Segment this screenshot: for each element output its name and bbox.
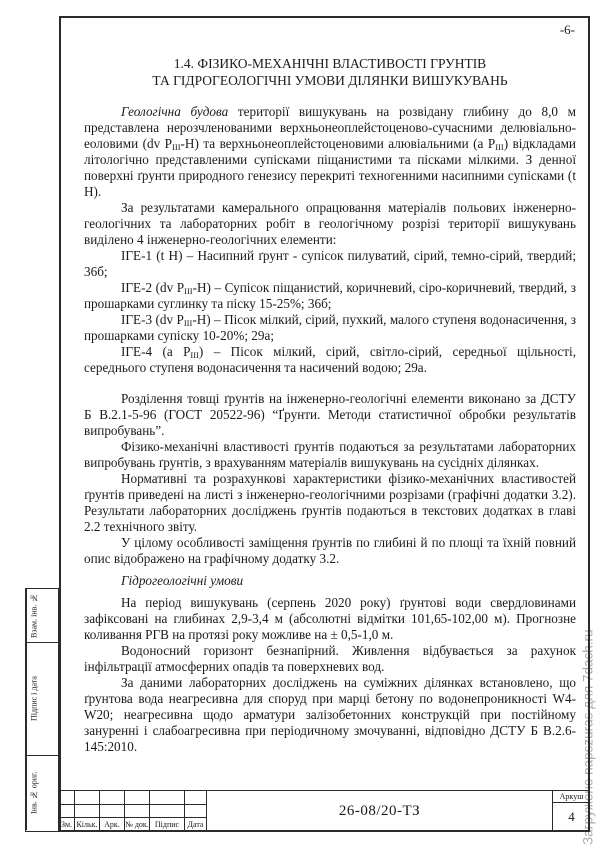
stamp-label-pidpys-data-text: Підпис і дата [29, 676, 39, 722]
paragraph: Водоносний горизонт безнапірний. Живлення відбувається за рахунок інфільтрації атмосферних опадів та поверхневих вод. [84, 643, 576, 674]
paragraph: Геологічна будова території вишукувань на розвідану глибину до 8,0 м представлена нерозчленованими верхньонеоплейстоценово-сучасними делювіально-еоловими (dv $P_{III}-H$) та верхньонеоплейстоценовими алювіальними (a $P_{III}$) відкладами літологічно представленими супісками піщанистими та пісками мілкими. З денної поверхні ґрунти природного генезису перекриті техногенними насипними супісками (t H). [84, 104, 576, 199]
document-number: 26-08/20-ТЗ [338, 803, 421, 819]
paragraph: Фізико-механічні властивості ґрунтів подаються за результатами лабораторних випробувань ґрунтів, з врахуванням матеріалів вишукувань на сусідніх ділянках. [84, 439, 576, 470]
stamp-cell-inv-oryg [41, 756, 58, 830]
section-title-line2: ТА ГІДРОГЕОЛОГІЧНІ УМОВИ ДІЛЯНКИ ВИШУКУВАНЬ [152, 73, 508, 88]
column-header-kilk: Кільк. [75, 817, 100, 832]
paragraph: Розділення товщі ґрунтів на інженерно-геологічні елементи виконано за ДСТУ Б В.2.1-5-96 (ГОСТ 20522-96) “Ґрунти. Методи статистичної обробки результатів випробувань”. [84, 391, 576, 438]
stamp-label-vzam-inv [26, 589, 41, 642]
revision-cell [125, 804, 150, 817]
revision-cell [150, 804, 185, 817]
paragraph: У цілому особливості заміщення ґрунтів по глибині й по площі та їхній повний опис відображено на графічному додатку 3.2. [84, 535, 576, 566]
title-block [59, 790, 590, 832]
stamp-cell-pidpys-data [41, 643, 58, 755]
stamp-label-vzam-inv-text: Взам. інв. № [29, 593, 39, 638]
column-header-ark: Арк. [100, 817, 125, 832]
stamp-label-inv-oryg-text: Інв. № ориг. [29, 771, 39, 815]
section-title-line1: 1.4. ФІЗИКО-МЕХАНІЧНІ ВЛАСТИВОСТІ ГРУНТІВ [173, 56, 487, 71]
title-block-revision-table [59, 791, 207, 832]
revision-cell [150, 791, 185, 804]
paragraph: ІГЕ-1 (t H) – Насипний ґрунт - супісок пилуватий, сірий, темно-сірий, твердий; 36б; [84, 248, 576, 279]
paragraph: За даними лабораторних досліджень на суміжних ділянках встановлено, що ґрунтова вода неагресивна для споруд при марці бетону по водонепроникності W4-W20; неагресивна щодо арматури залізобетонних конструкцій при постійному зануренні і слабоагресивна при періодичному змочуванні, відповідно ДСТУ Б В.2.6-145:2010. [84, 675, 576, 754]
paragraph: ІГЕ-3 (dv $P_{III}-H$) – Пісок мілкий, сірий, пухкий, малого ступеня водонасичення, з прошарками супіску 10-20%; 29а; [84, 312, 576, 343]
paragraph: На період вишукувань (серпень 2020 року) ґрунтові води свердловинами зафіксовані на глибинах 2,9-3,4 м (абсолютні відмітки 101,65-102,00 м). Прогнозне коливання РГВ на протязі року можливе на ± 0,5-1,0 м. [84, 595, 576, 642]
revision-cell [75, 804, 100, 817]
watermark-text: Загружено napszuras для 7dach.ru [580, 629, 596, 845]
sheet-label: Аркуш [553, 791, 590, 803]
body-text [84, 104, 576, 788]
sheet-number: 4 [568, 809, 575, 824]
column-header-pidpys: Підпис [150, 817, 185, 832]
paragraph: Нормативні та розрахункові характеристики фізико-механічних властивостей ґрунтів приведені на листі з інженерно-геологічними розрізами (графічні додатки 3.2). Результати лабораторних досліджень ґрунтів подаються в текстових додатках в главі 2.2 технічного звіту. [84, 471, 576, 534]
stamp-box-vzam-inv [26, 589, 58, 643]
revision-cell [59, 804, 75, 817]
revision-cell [185, 791, 207, 804]
stamp-box-inv-oryg [26, 756, 58, 830]
revision-cell [185, 804, 207, 817]
stamp-label-pidpys-data [26, 643, 41, 755]
page-content [84, 55, 576, 788]
revision-cell [59, 791, 75, 804]
section-title [84, 55, 576, 89]
stamp-label-inv-oryg [26, 756, 41, 830]
revision-cell [100, 804, 125, 817]
column-header-zm: Зм. [59, 817, 75, 832]
stamp-box-pidpys-data [26, 643, 58, 756]
page-number: -6- [559, 22, 575, 37]
sheet-box [552, 791, 590, 832]
column-header-data: Дата [185, 817, 207, 832]
section-subheading: Гідрогеологічні умови [121, 573, 244, 588]
side-stamp [25, 588, 59, 832]
paragraph: За результатами камерального опрацювання матеріалів польових інженерно-геологічних та лабораторних робіт в геологічному розрізі території вишукувань виділено 4 інженерно-геологічних елементи: [84, 200, 576, 247]
paragraph: ІГЕ-4 (a $P_{III}$) – Пісок мілкий, сірий, світло-сірий, середньої щільності, середнього ступеня водонасичення та насичений водою; 29а. [84, 344, 576, 375]
revision-cell [75, 791, 100, 804]
revision-cell [100, 791, 125, 804]
column-header-doc-num: № док. [125, 817, 150, 832]
paragraph: ІГЕ-2 (dv $P_{III}-H$) – Супісок піщанистий, коричневий, сіро-коричневий, твердий, з прошарками суглинку та піску 15-25%; 36б; [84, 280, 576, 311]
stamp-cell-vzam-inv [41, 589, 58, 642]
revision-cell [125, 791, 150, 804]
